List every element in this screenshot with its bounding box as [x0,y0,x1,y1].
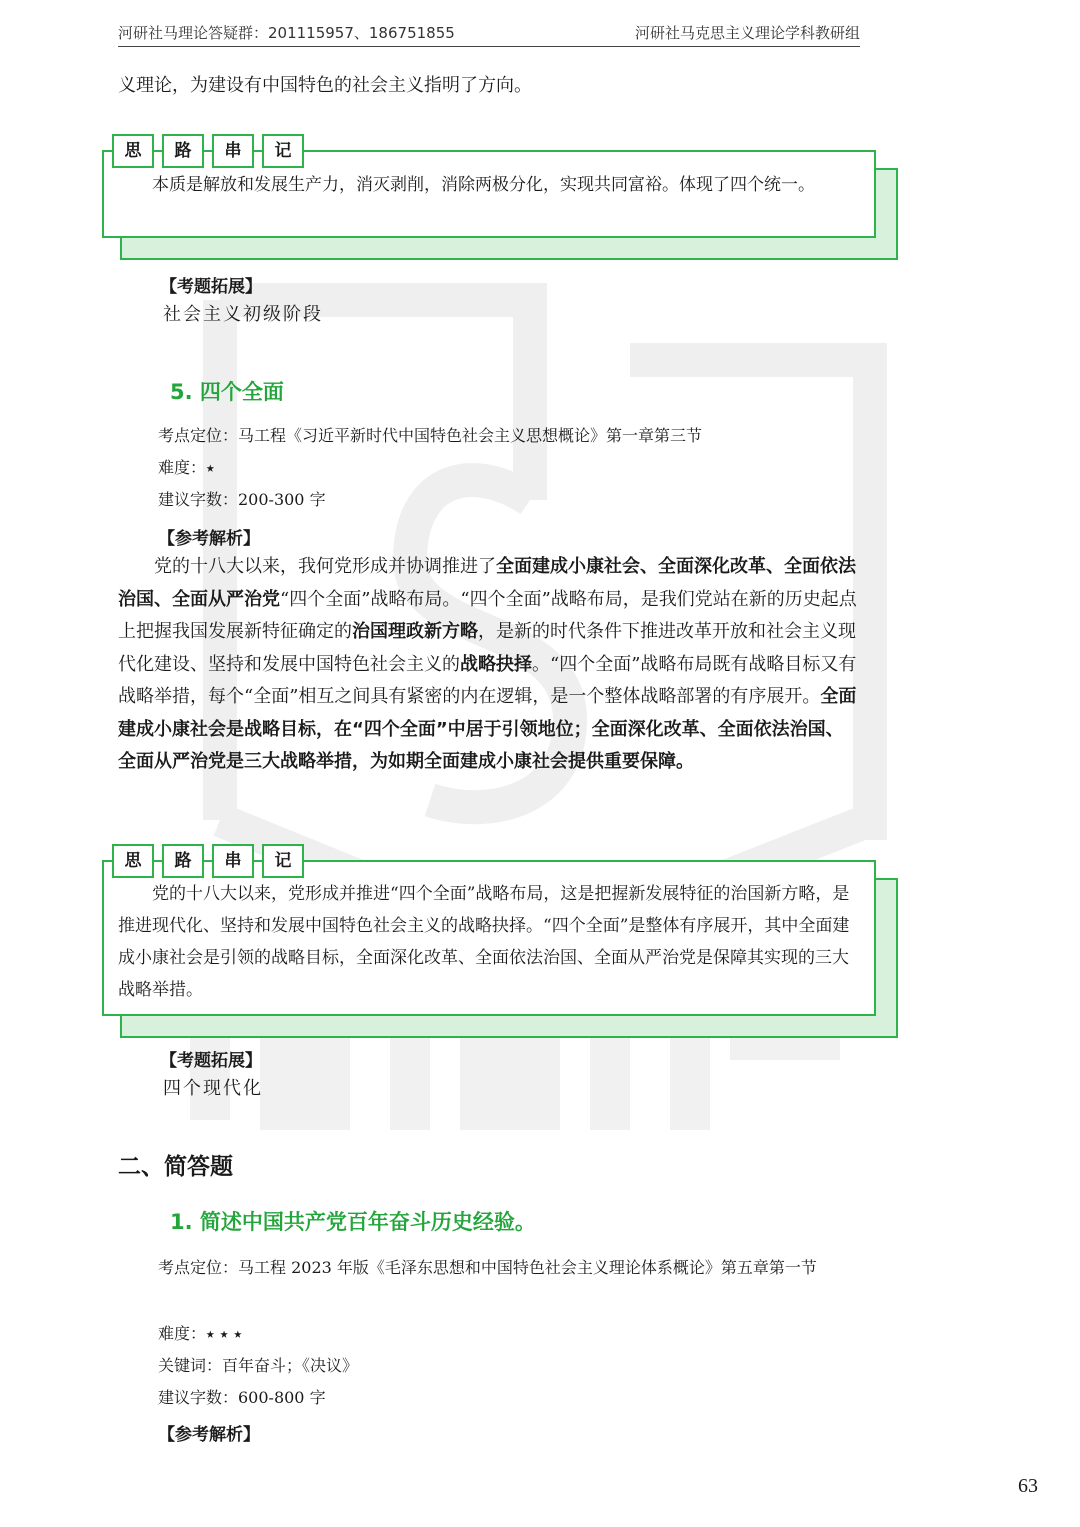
thinking-tags-2 [112,844,312,878]
ext1-label: 【考题拓展】 [160,277,262,297]
q1-ref-label: 【参考解析】 [158,1425,260,1445]
tag-ji: 记 [262,134,304,168]
q1-title: 1. 简述中国共产党百年奋斗历史经验。 [170,1210,536,1234]
q1-difficulty: 难度：⭑ ⭑ ⭑ [158,1324,243,1343]
sec5-difficulty: 难度：⭑ [158,458,215,477]
sec5-word-count: 建议字数：200-300 字 [158,490,326,509]
intro-line: 义理论，为建设有中国特色的社会主义指明了方向。 [118,75,532,96]
tag-ji: 记 [262,844,304,878]
p-seg-c: “四个全面”战略布局。“四个全面”战略布局，是我们党站在新的历史起点上把握我国发展新特征确定的 [118,588,857,642]
section-two-title: 二、简答题 [118,1154,233,1180]
ext1-value: 社会主义初级阶段 [163,304,323,325]
sec5-paragraph [118,551,860,779]
box2-text: 党的十八大以来，党形成并推进“四个全面”战略布局，这是把握新发展特征的治国新方略，是推进现代化、坚持和发展中国特色社会主义的战略抉择。“四个全面”是整体有序展开，其中全面建成小康社会是引领的战略目标，全面深化改革、全面依法治国、全面从严治党是保障其实现的三大战略举措。 [118,884,850,1000]
page-number: 63 [1018,1475,1038,1497]
header-right-text: 河研社马克思主义理论学科教研组 [634,24,860,42]
tag-lu: 路 [162,844,204,878]
header-rule [118,46,860,47]
header-left-text: 河研社马理论答疑群：201115957、186751855 [118,24,455,42]
p-seg-e: ，是新的时代条件下推进改革开放和社会主义现代化建设、坚持和发展中国特色社会主义的 [118,621,856,675]
thinking-tags-1 [112,134,312,168]
ext2-value: 四个现代化 [163,1078,263,1099]
box1-text: 本质是解放和发展生产力，消灭剥削，消除两极分化，实现共同富裕。体现了四个统一。 [152,175,815,195]
tag-si: 思 [112,844,154,878]
tag-chuan: 串 [212,134,254,168]
tag-lu: 路 [162,134,204,168]
p-seg-b: 全面建成小康社会、全面深化改革、全面依法治国、全面从严治党 [118,556,856,610]
sec5-location: 考点定位：马工程《习近平新时代中国特色社会主义思想概论》第一章第三节 [158,426,703,445]
p-seg-d: 治国理政新方略 [352,621,478,642]
q1-word-count: 建议字数：600-800 字 [158,1388,326,1407]
sec5-ref-label: 【参考解析】 [158,529,260,549]
sec5-title: 5. 四个全面 [170,380,284,404]
tag-chuan: 串 [212,844,254,878]
q1-keywords: 关键词：百年奋斗；《决议》 [158,1356,359,1375]
p-seg-f: 战略抉择 [460,653,532,675]
ext2-label: 【考题拓展】 [160,1051,262,1071]
p-seg-g: 。“四个全面”战略布局既有战略目标又有战略举措，每个“全面”相互之间具有紧密的内在逻辑，是一个整体战略部署的有序展开。 [118,653,857,707]
tag-si: 思 [112,134,154,168]
q1-location: 考点定位：马工程 2023 年版《毛泽东思想和中国特色社会主义理论体系概论》第五章第一节 [158,1258,817,1277]
p-seg-a: 党的十八大以来，我何党形成并协调推进了 [154,556,496,577]
p-seg-h: 全面建成小康社会是战略目标，在“四个全面”中居于引领地位；全面深化改革、全面依法治国、全面从严治党是三大战略举措，为如期全面建成小康社会提供重要保障。 [118,686,857,772]
